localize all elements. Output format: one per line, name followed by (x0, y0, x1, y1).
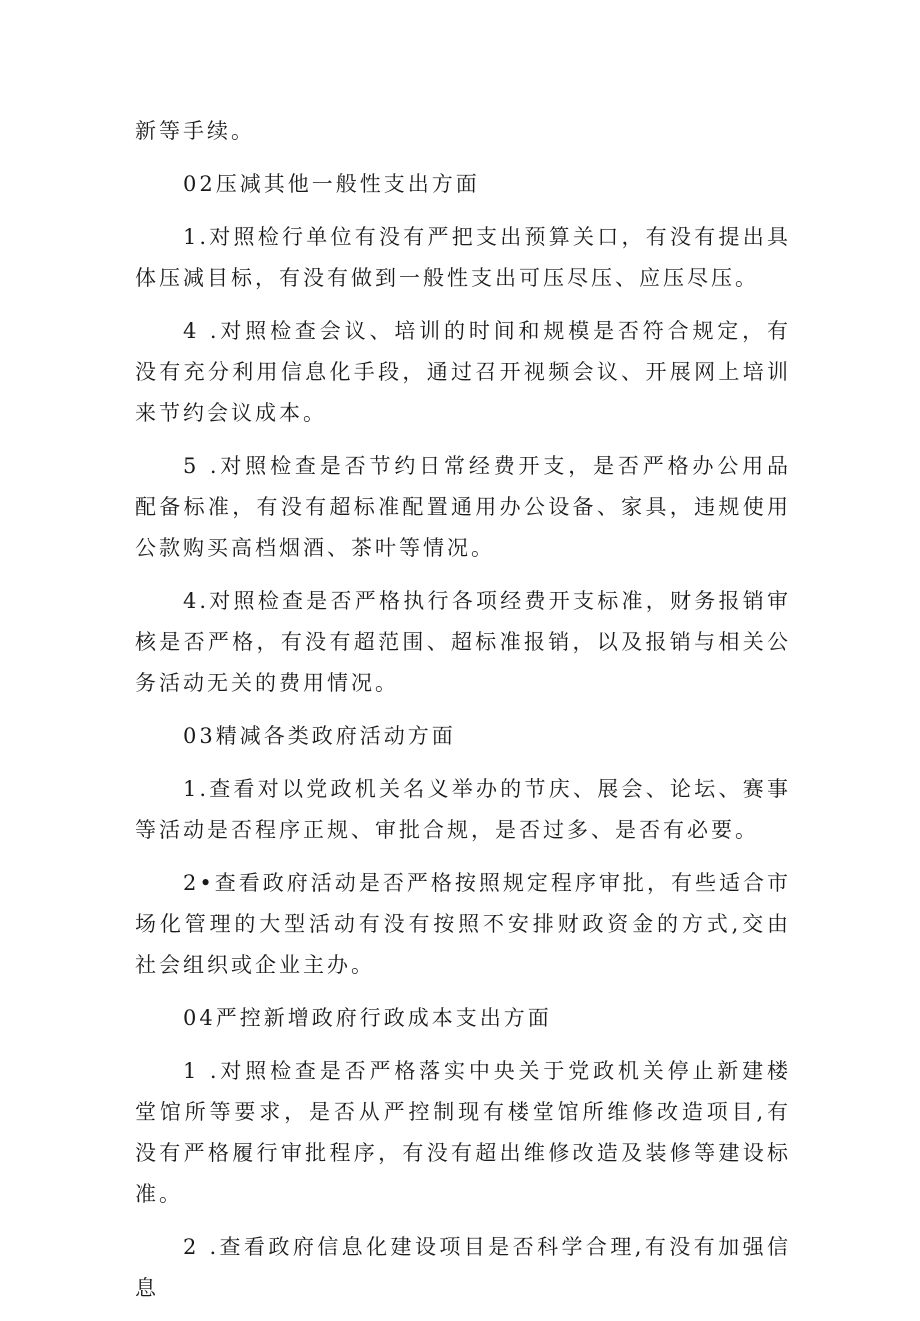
section-heading-04: 04严控新增政府行政成本支出方面 (183, 1006, 552, 1030)
paragraph-item: 1.对照检行单位有没有严把支出预算关口，有没有提出具体压减目标，有没有做到一般性支出可压尽压、应压尽压。 (135, 225, 791, 290)
paragraph-item: 4.对照检查是否严格执行各项经费开支标准，财务报销审核是否严格，有没有超范围、超标准报销，以及报销与相关公务活动无关的费用情况。 (135, 589, 791, 695)
paragraph-item: 4 .对照检查会议、培训的时间和规模是否符合规定，有没有充分利用信息化手段，通过召开视频会议、开展网上培训来节约会议成本。 (135, 319, 791, 425)
paragraph-item: 2•查看政府活动是否严格按照规定程序审批，有些适合市场化管理的大型活动有没有按照不安排财政资金的方式,交由社会组织或企业主办。 (135, 871, 791, 977)
document-body (135, 111, 791, 1321)
section-heading-03: 03精减各类政府活动方面 (183, 724, 456, 748)
paragraph-continuation: 新等手续。 (135, 119, 255, 143)
paragraph-item: 5 .对照检查是否节约日常经费开支，是否严格办公用品配备标准，有没有超标准配置通用办公设备、家具，违规使用公款购买高档烟酒、茶叶等情况。 (135, 454, 791, 560)
paragraph-item: 1.查看对以党政机关名义举办的节庆、展会、论坛、赛事等活动是否程序正规、审批合规，是否过多、是否有必要。 (135, 777, 791, 842)
paragraph-item: 2 .查看政府信息化建设项目是否科学合理,有没有加强信息 (135, 1235, 791, 1300)
paragraph-item: 1 .对照检查是否严格落实中央关于党政机关停止新建楼堂馆所等要求，是否从严控制现有楼堂馆所维修改造项目,有没有严格履行审批程序，有没有超出维修改造及装修等建设标准。 (135, 1059, 791, 1206)
section-heading-02: 02压减其他一般性支出方面 (183, 172, 480, 196)
